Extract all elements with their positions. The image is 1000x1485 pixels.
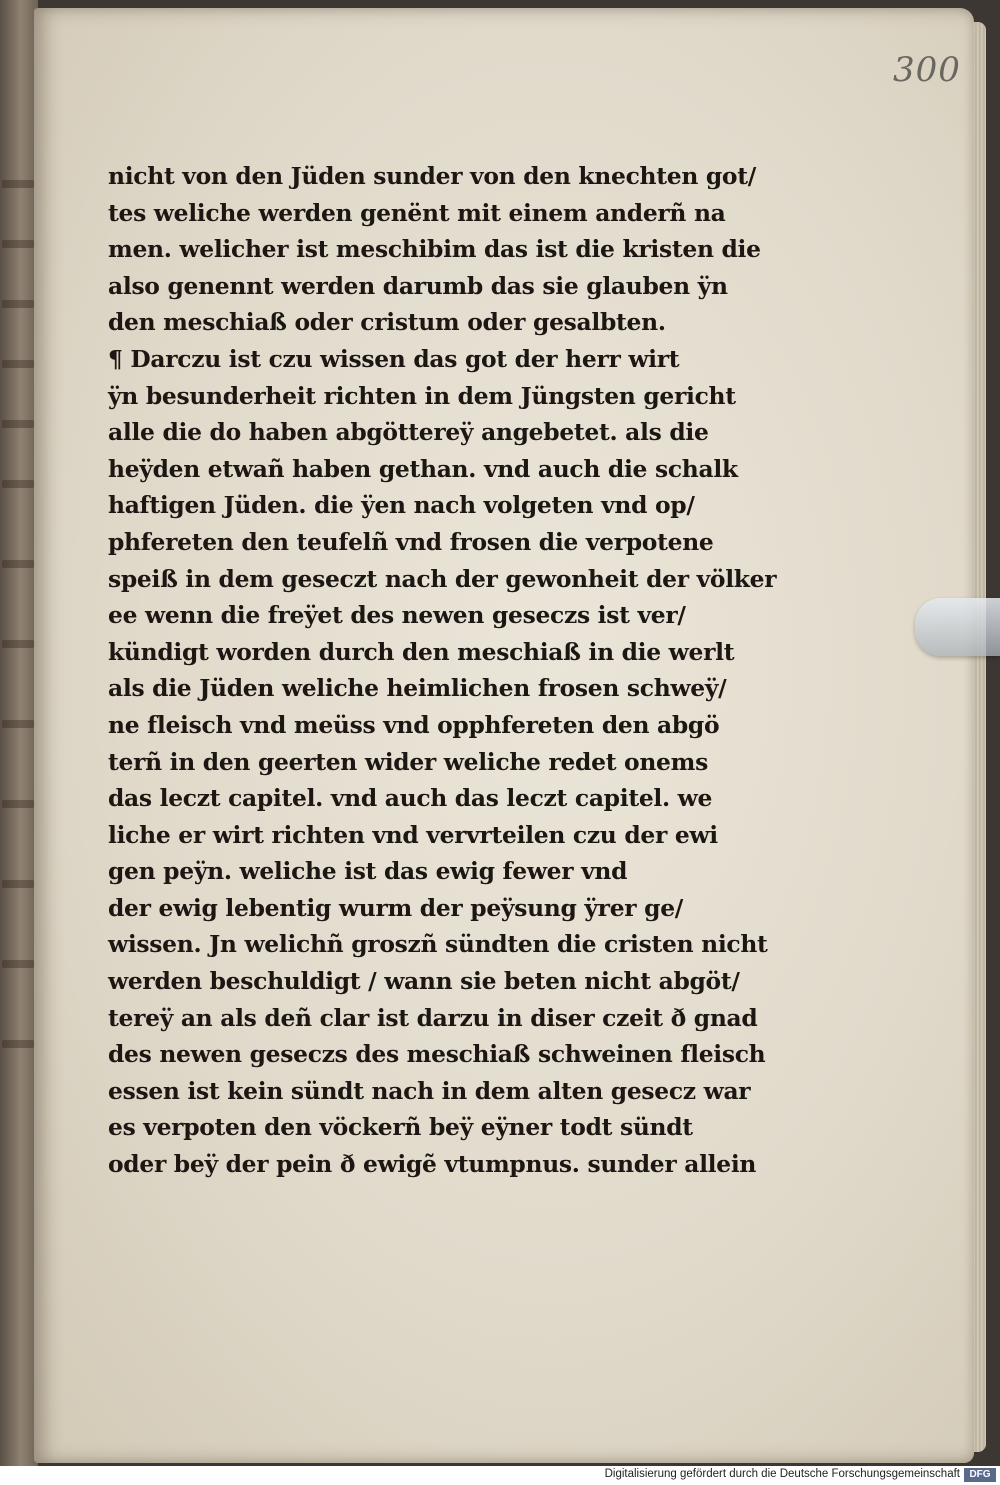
facing-page-text-fragment <box>2 300 34 308</box>
text-line: speiß in dem geseczt nach der gewonheit der völker <box>108 564 777 593</box>
text-line: men. welicher ist meschibim das ist die kristen die <box>108 235 761 264</box>
text-line: gen peÿn. weliche ist das ewig fewer vnd <box>108 857 628 886</box>
folio-number: 300 <box>893 50 961 90</box>
facing-page-text-fragment <box>2 240 34 248</box>
text-line: kündigt worden durch den meschiaß in die werlt <box>108 637 735 666</box>
text-line: des newen geseczs des meschiaß schweinen fleisch <box>108 1040 766 1069</box>
text-line: liche er wirt richten vnd vervrteilen czu der ewi <box>108 820 718 849</box>
text-line: essen ist kein sündt nach in dem alten gesecz war <box>108 1076 751 1105</box>
facing-page-text-fragment <box>2 720 34 728</box>
text-line: ee wenn die freÿet des newen geseczs ist ver/ <box>108 601 686 630</box>
text-line: haftigen Jüden. die ÿen nach volgeten vnd op/ <box>108 491 695 520</box>
text-line: als die Jüden weliche heimlichen frosen schweÿ/ <box>108 674 727 703</box>
text-line: tereÿ an als deñ clar ist darzu in diser czeit ð gnad <box>108 1003 758 1032</box>
facing-page-text-fragment <box>2 640 34 648</box>
text-line: terñ in den geerten wider weliche redet onems <box>108 747 708 776</box>
text-line: werden beschuldigt / wann sie beten nicht abgöt/ <box>108 967 740 996</box>
book-clamp <box>915 598 1000 656</box>
text-line: nicht von den Jüden sunder von den knechten got/ <box>108 162 756 190</box>
text-line: es verpoten den vöckerñ beÿ eÿner todt sündt <box>108 1113 693 1142</box>
facing-page-edge <box>0 0 38 1466</box>
text-line: alle die do haben abgöttereÿ angebetet. als die <box>108 418 709 447</box>
text-line: ¶ Darczu ist czu wissen das got der herr wirt <box>108 344 680 373</box>
text-line: wissen. Jn welichñ groszñ sündten die cristen nicht <box>108 930 768 959</box>
funding-credit: Digitalisierung gefördert durch die Deutsche Forschungsgemeinschaft <box>604 1468 960 1480</box>
text-line: also genennt werden darumb das sie glauben ÿn <box>108 271 728 300</box>
facing-page-text-fragment <box>2 480 34 488</box>
facing-page-text-fragment <box>2 360 34 368</box>
text-line: tes weliche werden genënt mit einem anderñ na <box>108 198 726 227</box>
text-line: den meschiaß oder cristum oder gesalbten. <box>108 308 666 337</box>
text-line: oder beÿ der pein ð ewigẽ vtumpnus. sunder allein <box>108 1150 757 1179</box>
digitization-footer <box>0 1466 1000 1485</box>
facing-page-text-fragment <box>2 800 34 808</box>
text-line: der ewig lebentig wurm der peÿsung ÿrer ge/ <box>108 893 684 922</box>
facing-page-text-fragment <box>2 1040 34 1048</box>
text-line: ÿn besunderheit richten in dem Jüngsten gericht <box>108 381 736 410</box>
text-line: phfereten den teufelñ vnd frosen die verpotene <box>108 527 714 556</box>
page-text-block <box>108 158 777 1183</box>
text-line: heÿden etwañ haben gethan. vnd auch die schalk <box>108 454 738 483</box>
facing-page-text-fragment <box>2 420 34 428</box>
text-line: ne fleisch vnd meüss vnd opphfereten den abgö <box>108 710 720 739</box>
facing-page-text-fragment <box>2 180 34 188</box>
facing-page-text-fragment <box>2 960 34 968</box>
text-line: das leczt capitel. vnd auch das leczt capitel. we <box>108 784 713 813</box>
dfg-logo-icon[interactable]: DFG <box>964 1468 996 1482</box>
facing-page-text-fragment <box>2 880 34 888</box>
facing-page-text-fragment <box>2 560 34 568</box>
